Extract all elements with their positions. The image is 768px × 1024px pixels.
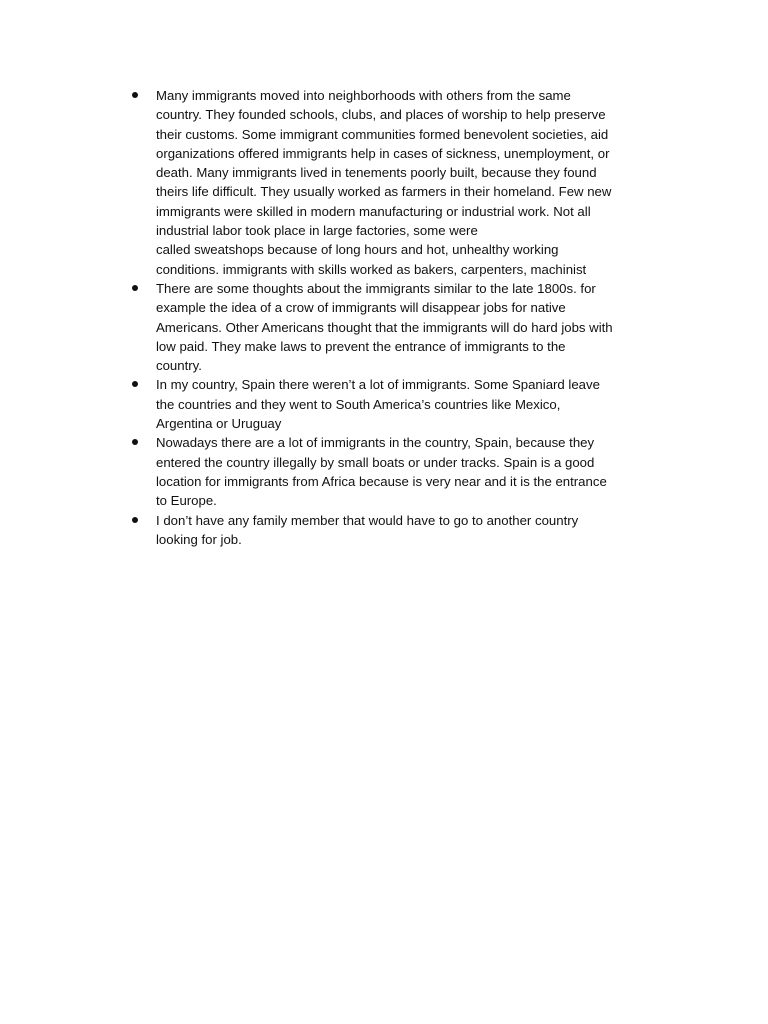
text-line: country. xyxy=(156,358,202,374)
text-line: called sweatshops because of long hours and hot, unhealthy working xyxy=(156,242,559,258)
text-line: low paid. They make laws to prevent the entrance of immigrants to the xyxy=(156,338,566,354)
bullet-dot-icon xyxy=(132,381,138,387)
text-line: industrial labor took place in large factories, some were xyxy=(156,223,478,239)
text-line: theirs life difficult. They usually worked as farmers in their homeland. Few new xyxy=(156,184,612,200)
text-line: their customs. Some immigrant communities formed benevolent societies, aid xyxy=(156,126,609,142)
bullet-dot-icon xyxy=(132,439,138,445)
text-line: to Europe. xyxy=(156,493,217,509)
bullet-list xyxy=(130,86,670,549)
text-line: the countries and they went to South America’s countries like Mexico, xyxy=(156,396,561,412)
text-line: looking for job. xyxy=(156,531,242,547)
bullet-item-family xyxy=(130,511,670,550)
bullet-dot-icon xyxy=(132,92,138,98)
bullet-dot-icon xyxy=(132,517,138,523)
bullet-item-neighborhoods xyxy=(130,86,670,279)
text-line: Nowadays there are a lot of immigrants in the country, Spain, because they xyxy=(156,435,595,451)
text-line: example the idea of a crow of immigrants will disappear jobs for native xyxy=(156,300,566,316)
text-line: There are some thoughts about the immigrants similar to the late 1800s. for xyxy=(156,280,596,296)
text-line: In my country, Spain there weren’t a lot of immigrants. Some Spaniard leave xyxy=(156,377,600,393)
text-line: location for immigrants from Africa because is very near and it is the entrance xyxy=(156,473,607,489)
text-line: Argentina or Uruguay xyxy=(156,416,282,432)
text-line: organizations offered immigrants help in cases of sickness, unemployment, or xyxy=(156,145,610,161)
bullet-item-spain-now xyxy=(130,433,670,510)
bullet-dot-icon xyxy=(132,285,138,291)
text-line: I don’t have any family member that would have to go to another country xyxy=(156,512,579,528)
text-line: Many immigrants moved into neighborhoods with others from the same xyxy=(156,88,571,103)
bullet-item-thoughts xyxy=(130,279,670,375)
text-line: immigrants were skilled in modern manufacturing or industrial work. Not all xyxy=(156,203,591,219)
bullet-item-spain-past xyxy=(130,375,670,433)
text-line: country. They founded schools, clubs, and places of worship to help preserve xyxy=(156,107,606,123)
text-line: death. Many immigrants lived in tenements poorly built, because they found xyxy=(156,165,597,181)
text-line: Americans. Other Americans thought that the immigrants will do hard jobs with xyxy=(156,319,613,335)
text-line: conditions. immigrants with skills worked as bakers, carpenters, machinist xyxy=(156,261,587,277)
text-line: entered the country illegally by small boats or under tracks. Spain is a good xyxy=(156,454,595,470)
